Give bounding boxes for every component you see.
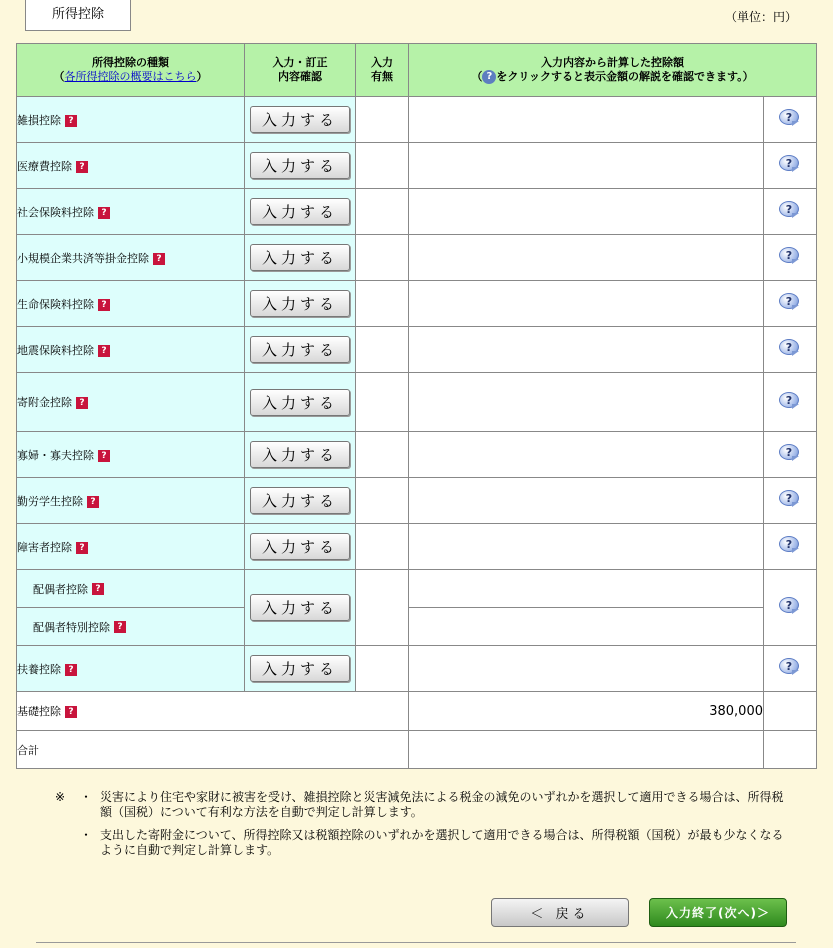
basic-deduction-name-cell — [17, 692, 409, 731]
basic-deduction-row — [17, 692, 817, 731]
deduction-info-icon[interactable]: ? — [98, 299, 110, 311]
help-glyph: ? — [779, 339, 799, 355]
input-button-cell — [245, 570, 356, 646]
help-glyph: ? — [779, 490, 799, 506]
help-cell — [764, 478, 817, 524]
deduction-info-icon[interactable]: ? — [98, 345, 110, 357]
input-button-cell — [245, 281, 356, 327]
header-calculated-amount-line2: をクリックすると表示金額の解説を確認できます。） — [496, 70, 754, 83]
deduction-name-cell — [17, 235, 245, 281]
deduction-info-icon[interactable]: ? — [65, 115, 77, 127]
deduction-name: 寄附金控除 — [17, 396, 72, 409]
deduction-amount — [409, 281, 764, 327]
help-glyph: ? — [779, 247, 799, 263]
input-status — [356, 570, 409, 646]
help-bubble-icon[interactable] — [779, 597, 801, 615]
input-button-cell — [245, 432, 356, 478]
deduction-row — [17, 281, 817, 327]
unit-label: （単位：円） — [724, 10, 797, 24]
deduction-amount — [409, 432, 764, 478]
deduction-info-icon[interactable]: ? — [65, 664, 77, 676]
paren-open: （ — [471, 70, 483, 83]
note-bullet: ・ — [80, 828, 93, 842]
deduction-name: 医療費控除 — [17, 159, 72, 173]
help-bubble-tail — [792, 259, 799, 264]
note-2 — [55, 828, 795, 858]
deduction-name-cell — [17, 373, 245, 432]
header-input-confirm-line1: 入力・訂正 — [272, 56, 328, 69]
basic-deduction-amount: 380,000 — [409, 692, 764, 731]
input-status — [356, 478, 409, 524]
input-button-cell — [245, 646, 356, 692]
deduction-name-cell — [17, 327, 245, 373]
help-bubble-tail — [792, 404, 799, 409]
deduction-name: 寡婦・寡夫控除 — [17, 448, 94, 462]
help-glyph: ? — [779, 201, 799, 217]
note-1 — [55, 790, 795, 820]
section-tab: 所得控除 — [25, 0, 131, 31]
note-1-text: 災害により住宅や家財に被害を受け、雑損控除と災害減免法による税金の減免のいずれかを選択して適用できる場合は、所得税額（国税）について有利な方法を自動で判定し計算します。 — [100, 790, 784, 819]
input-status — [356, 235, 409, 281]
input-button[interactable]: 入力する — [250, 487, 350, 514]
deduction-amount — [409, 143, 764, 189]
basic-deduction-info-icon[interactable]: ? — [65, 706, 77, 718]
deduction-name: 配偶者特別控除 — [33, 620, 110, 634]
finish-input-next-button[interactable]: 入力終了(次へ)＞ — [649, 898, 787, 927]
deduction-info-icon[interactable]: ? — [114, 621, 126, 633]
help-cell — [764, 524, 817, 570]
deduction-name-cell — [17, 646, 245, 692]
deduction-name: 扶養控除 — [17, 662, 61, 676]
deduction-name-cell — [17, 189, 245, 235]
input-status — [356, 524, 409, 570]
deduction-row — [17, 570, 817, 646]
help-glyph: ? — [779, 658, 799, 674]
header-calculated-amount — [409, 44, 817, 97]
deduction-row — [17, 189, 817, 235]
deduction-row — [17, 235, 817, 281]
header-deduction-type — [17, 44, 245, 97]
deduction-name: 小規模企業共済等掛金控除 — [17, 251, 149, 265]
input-button-cell — [245, 143, 356, 189]
help-cell — [764, 432, 817, 478]
deduction-name-sub — [17, 607, 244, 645]
deduction-amount — [409, 327, 764, 373]
help-bubble-tail — [792, 305, 799, 310]
input-status — [356, 373, 409, 432]
deduction-amount — [409, 607, 763, 645]
help-bubble-tail — [792, 167, 799, 172]
total-help-cell — [764, 731, 817, 769]
help-glyph: ? — [779, 597, 799, 613]
header-input-confirm-line2: 内容確認 — [278, 70, 322, 83]
deduction-row — [17, 478, 817, 524]
help-bubble-icon[interactable] — [779, 392, 801, 410]
help-bubble-icon[interactable] — [779, 658, 801, 676]
input-button[interactable]: 入力する — [250, 198, 350, 225]
deduction-table — [16, 43, 817, 769]
deduction-row — [17, 524, 817, 570]
deduction-amount — [409, 97, 764, 143]
help-cell — [764, 235, 817, 281]
deduction-name: 社会保険料控除 — [17, 205, 94, 219]
help-cell — [764, 97, 817, 143]
help-cell — [764, 143, 817, 189]
deduction-info-icon[interactable]: ? — [76, 397, 88, 409]
deduction-name: 雑損控除 — [17, 113, 61, 127]
note-bullet: ・ — [80, 790, 93, 804]
note-2-text: 支出した寄附金について、所得控除又は税額控除のいずれかを選択して適用できる場合は、所得税額（国税）が最も少なくなるように自動で判定し計算します。 — [100, 828, 784, 857]
help-glyph: ? — [779, 536, 799, 552]
help-bubble-icon[interactable] — [779, 109, 801, 127]
deduction-row — [17, 373, 817, 432]
help-cell — [764, 281, 817, 327]
total-label: 合計 — [17, 731, 409, 769]
help-bubble-tail — [792, 213, 799, 218]
help-bubble-icon[interactable] — [779, 293, 801, 311]
basic-deduction-label: 基礎控除 — [17, 705, 61, 718]
deduction-name: 勤労学生控除 — [17, 494, 83, 508]
deduction-amount — [409, 478, 764, 524]
help-bubble-icon[interactable] — [779, 247, 801, 265]
help-bubble-tail — [792, 670, 799, 675]
header-calculated-amount-line1: 入力内容から計算した控除額 — [541, 56, 684, 69]
total-row — [17, 731, 817, 769]
help-icon: ? — [482, 70, 496, 84]
help-bubble-icon[interactable] — [779, 536, 801, 554]
input-button[interactable]: 入力する — [250, 106, 350, 133]
input-status — [356, 432, 409, 478]
input-button[interactable]: 入力する — [250, 533, 350, 560]
deduction-name: 配偶者控除 — [33, 582, 88, 596]
deduction-row — [17, 432, 817, 478]
deduction-name-cell — [17, 97, 245, 143]
deduction-name: 地震保険料控除 — [17, 343, 94, 357]
divider — [36, 942, 796, 943]
help-bubble-icon[interactable] — [779, 201, 801, 219]
header-input-status — [356, 44, 409, 97]
deduction-info-icon[interactable]: ? — [98, 450, 110, 462]
deduction-info-icon[interactable]: ? — [76, 542, 88, 554]
help-glyph: ? — [779, 155, 799, 171]
help-cell — [764, 646, 817, 692]
help-bubble-tail — [792, 456, 799, 461]
deduction-name: 生命保険料控除 — [17, 297, 94, 311]
input-button[interactable]: 入力する — [250, 441, 350, 468]
deduction-info-icon[interactable]: ? — [76, 161, 88, 173]
help-glyph: ? — [779, 392, 799, 408]
input-button[interactable]: 入力する — [250, 655, 350, 682]
total-amount — [409, 731, 764, 769]
input-button-cell — [245, 327, 356, 373]
help-glyph: ? — [779, 109, 799, 125]
help-bubble-icon[interactable] — [779, 490, 801, 508]
deduction-row — [17, 97, 817, 143]
deduction-name-cell — [17, 143, 245, 189]
input-status — [356, 97, 409, 143]
help-glyph: ? — [779, 444, 799, 460]
help-bubble-tail — [792, 351, 799, 356]
deduction-amount-cell — [409, 570, 764, 646]
deduction-info-icon[interactable]: ? — [92, 583, 104, 595]
header-deduction-type-label: 所得控除の種類 — [92, 56, 169, 69]
deduction-amount — [409, 235, 764, 281]
deduction-amount — [409, 189, 764, 235]
deduction-row — [17, 143, 817, 189]
input-button-cell — [245, 524, 356, 570]
help-bubble-icon[interactable] — [779, 444, 801, 462]
input-button-cell — [245, 373, 356, 432]
help-bubble-icon[interactable] — [779, 155, 801, 173]
help-bubble-tail — [792, 502, 799, 507]
input-button[interactable]: 入力する — [250, 244, 350, 271]
input-button[interactable]: 入力する — [250, 290, 350, 317]
input-button[interactable]: 入力する — [250, 152, 350, 179]
input-button-cell — [245, 97, 356, 143]
deduction-amount — [409, 570, 763, 607]
help-bubble-tail — [792, 548, 799, 553]
deduction-name-cell — [17, 478, 245, 524]
input-status — [356, 281, 409, 327]
input-button-cell — [245, 235, 356, 281]
help-cell — [764, 189, 817, 235]
input-status — [356, 143, 409, 189]
input-button[interactable]: 入力する — [250, 336, 350, 363]
deduction-info-icon[interactable]: ? — [153, 253, 165, 265]
deduction-info-icon[interactable]: ? — [87, 496, 99, 508]
deduction-amount — [409, 646, 764, 692]
deduction-name-cell — [17, 432, 245, 478]
help-bubble-icon[interactable] — [779, 339, 801, 357]
deduction-info-icon[interactable]: ? — [98, 207, 110, 219]
notes — [55, 790, 795, 866]
deduction-amount — [409, 524, 764, 570]
overview-link[interactable]: 各所得控除の概要はこちら — [64, 70, 197, 83]
header-input-confirm — [245, 44, 356, 97]
input-button[interactable]: 入力する — [250, 594, 350, 621]
input-button-cell — [245, 189, 356, 235]
header-input-status-line1: 入力 — [371, 56, 393, 69]
input-button[interactable]: 入力する — [250, 389, 350, 416]
back-button[interactable]: ＜ 戻る — [491, 898, 629, 927]
input-status — [356, 646, 409, 692]
header-input-status-line2: 有無 — [371, 70, 393, 83]
help-bubble-tail — [792, 609, 799, 614]
note-mark: ※ — [55, 790, 66, 804]
deduction-name-cell — [17, 524, 245, 570]
table-header-row — [17, 44, 817, 97]
deduction-name-cell — [17, 570, 245, 646]
deduction-name-cell — [17, 281, 245, 327]
deduction-name: 障害者控除 — [17, 540, 72, 554]
deduction-name-sub — [17, 570, 244, 607]
deduction-row — [17, 646, 817, 692]
deduction-row — [17, 327, 817, 373]
help-glyph: ? — [779, 293, 799, 309]
basic-deduction-help-cell — [764, 692, 817, 731]
input-button-cell — [245, 478, 356, 524]
help-cell — [764, 327, 817, 373]
paren-open: （ — [53, 70, 65, 83]
deduction-amount — [409, 373, 764, 432]
help-cell — [764, 373, 817, 432]
help-cell — [764, 570, 817, 646]
input-status — [356, 327, 409, 373]
paren-close: ） — [196, 70, 208, 83]
help-bubble-tail — [792, 121, 799, 126]
input-status — [356, 189, 409, 235]
